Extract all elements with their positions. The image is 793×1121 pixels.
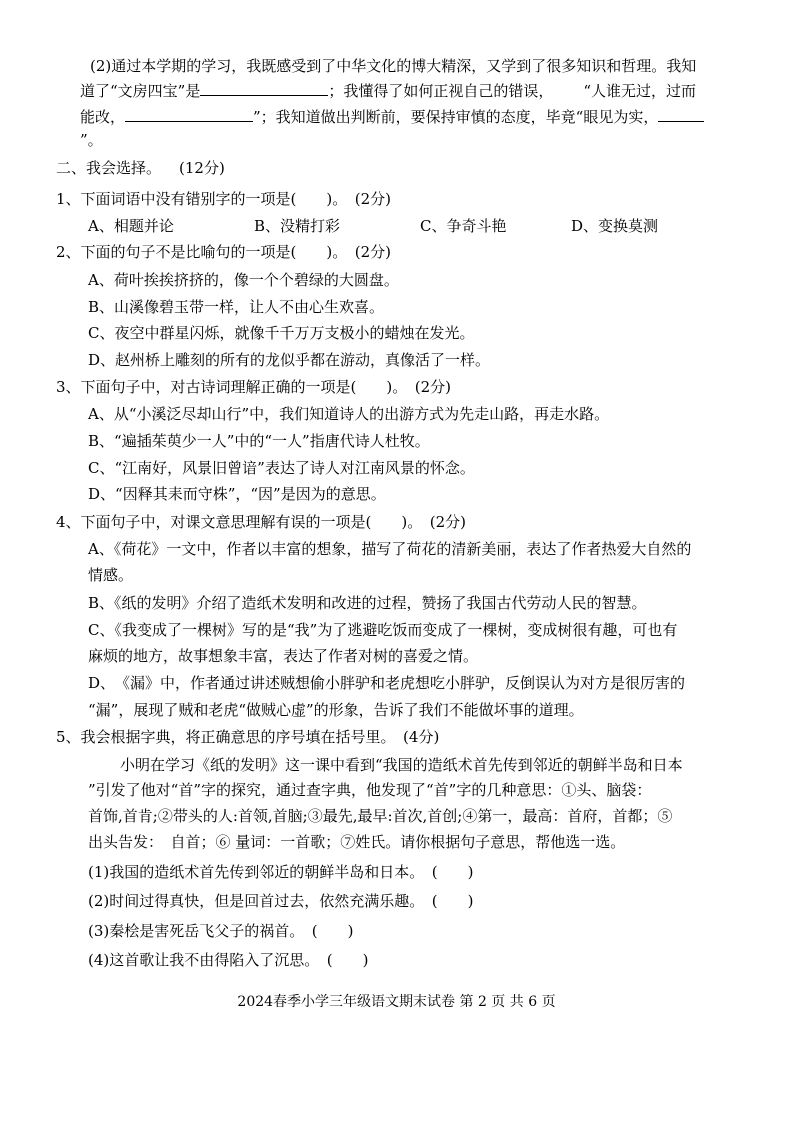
- question-5-item-2[interactable]: (2)时间过得真快，但是回首过去，依然充满乐趣。 ( ): [88, 892, 474, 910]
- question-5-paragraph-4: 出头告发： 自首；⑥ 量词：一首歌；⑦姓氏。请你根据句子意思，帮他选一选。: [88, 833, 626, 851]
- question-4-option-a[interactable]: A、《荷花》一文中，作者以丰富的想象，描写了荷花的清新美丽，表达了作者热爱大自然的: [88, 540, 692, 558]
- question-5-stem: 5、我会根据字典，将正确意思的序号填在括号里。 (4分): [56, 728, 440, 746]
- page-footer: 2024春季小学三年级语文期末试卷 第 2 页 共 6 页: [237, 994, 556, 1010]
- question-4-option-c[interactable]: C、《我变成了一棵树》写的是“我”为了逃避吃饭而变成了一棵树，变成树很有趣，可也有: [88, 621, 678, 639]
- question-4-option-b[interactable]: B、《纸的发明》介绍了造纸术发明和改进的过程，赞扬了我国古代劳动人民的智慧。: [88, 594, 647, 612]
- question-1-stem: 1、下面词语中没有错别字的一项是( )。 (2分): [56, 190, 391, 208]
- question-2-option-d[interactable]: D、赵州桥上雕刻的所有的龙似乎都在游动，真像活了一样。: [88, 351, 491, 369]
- intro-text: 能改，: [80, 108, 126, 126]
- blank-line[interactable]: [200, 80, 328, 96]
- question-2-option-c[interactable]: C、夜空中群星闪烁，就像千千万万支极小的蜡烛在发光。: [88, 324, 475, 342]
- intro-line-3: [80, 106, 704, 127]
- question-2-stem: 2、下面的句子不是比喻句的一项是( )。 (2分): [56, 243, 391, 261]
- intro-text: ”；我知道做出判断前，要保持审慎的态度，毕竟“眼见为实，: [253, 108, 659, 126]
- question-3-option-a[interactable]: A、从“小溪泛尽却山行”中，我们知道诗人的出游方式为先走山路，再走水路。: [88, 405, 610, 423]
- section-title: [56, 158, 225, 178]
- intro-text: ；我懂得了如何正视自己的错误，: [328, 82, 554, 100]
- question-4-option-d[interactable]: D、 《漏》中，作者通过讲述贼想偷小胖驴和老虎想吃小胖驴，反倒误认为对方是很厉害的: [88, 674, 686, 692]
- question-4-option-d-cont: “漏”，展现了贼和老虎“做贼心虚”的形象，告诉了我们不能做坏事的道理。: [88, 701, 584, 719]
- intro-text: “人谁无过，过而: [583, 82, 697, 100]
- question-2-option-a[interactable]: A、荷叶挨挨挤挤的，像一个个碧绿的大圆盘。: [88, 271, 399, 289]
- question-4-option-a-cont: 情感。: [88, 566, 134, 584]
- intro-line-4: ”。: [80, 131, 103, 149]
- question-4-stem: 4、下面句子中，对课文意思理解有误的一项是( )。 (2分): [56, 513, 466, 531]
- intro-line-2: [80, 80, 696, 101]
- blank-line[interactable]: [658, 106, 704, 122]
- question-5-item-3[interactable]: (3)秦桧是害死岳飞父子的祸首。 ( ): [88, 922, 354, 940]
- question-5-paragraph-1: 小明在学习《纸的发明》这一课中看到“我国的造纸术首先传到邻近的朝鲜半岛和日本: [120, 756, 683, 774]
- question-5-paragraph-2: ”引发了他对“首”字的探究，通过查字典，他发现了“首”字的几种意思：①头、脑袋：: [88, 781, 652, 799]
- question-1-option-a[interactable]: A、相题并论: [88, 217, 174, 235]
- intro-line-1: (2)通过本学期的学习，我既感受到了中华文化的博大精深，又学到了很多知识和哲理。我知: [90, 57, 697, 75]
- question-4-option-c-cont: 麻烦的地方，故事想象丰富，表达了作者对树的喜爱之情。: [88, 647, 479, 665]
- blank-line[interactable]: [125, 106, 253, 122]
- intro-text: 道了“文房四宝”是: [80, 82, 201, 100]
- question-3-option-d[interactable]: D、“因释其耒而守株”，“因”是因为的意思。: [88, 485, 386, 503]
- question-3-option-b[interactable]: B、“遍插茱萸少一人”中的“一人”指唐代诗人杜牧。: [88, 432, 430, 450]
- question-1-option-b[interactable]: B、没精打彩: [254, 217, 341, 235]
- section-title-text: 二、我会选择。: [56, 159, 162, 177]
- question-3-stem: 3、下面句子中，对古诗词理解正确的一项是( )。 (2分): [56, 378, 451, 396]
- question-5-item-4[interactable]: (4)这首歌让我不由得陷入了沉思。 ( ): [88, 951, 369, 969]
- question-5-item-1[interactable]: (1)我国的造纸术首先传到邻近的朝鲜半岛和日本。 ( ): [88, 863, 474, 881]
- question-3-option-c[interactable]: C、“江南好，风景旧曾谙”表达了诗人对江南风景的怀念。: [88, 459, 475, 477]
- question-1-option-c[interactable]: C、争奇斗艳: [420, 217, 507, 235]
- question-2-option-b[interactable]: B、山溪像碧玉带一样，让人不由心生欢喜。: [88, 298, 385, 316]
- section-points: (12分): [179, 159, 225, 177]
- question-5-paragraph-3: 首饰,首肯;②带头的人:首领,首脑;③最先,最早:首次,首创;④第一，最高：首府，首都；⑤: [88, 807, 673, 825]
- question-1-option-d[interactable]: D、变换莫测: [571, 217, 659, 235]
